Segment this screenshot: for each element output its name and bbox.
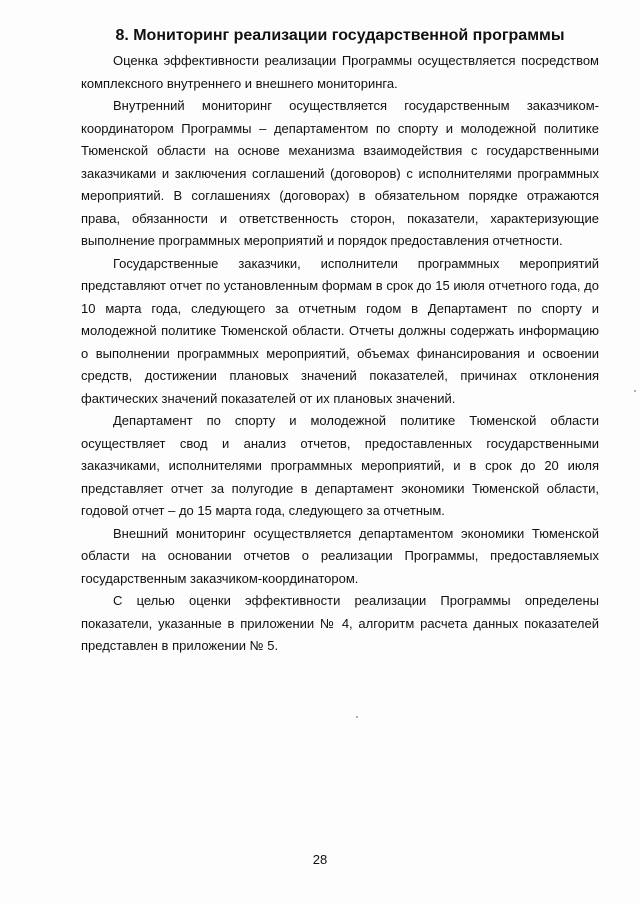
scan-speck <box>356 716 358 718</box>
paragraph-internal-monitoring: Внутренний мониторинг осуществляется государственным заказчиком-координатором Программы – департаментом по спорту и молодежной политике Тюменской области на основе механизма взаимодействия с государственными заказчиками и заключения соглашений (договоров) с исполнителями программных мероприятий. В соглашениях (договорах) в обязательном порядке отражаются права, обязанности и ответственность сторон, показатели, характеризующие выполнение программных мероприятий и порядок предоставления отчетности. <box>81 98 599 248</box>
paragraph-external-monitoring: Внешний мониторинг осуществляется департаментом экономики Тюменской области на основании отчетов о реализации Программы, предоставляемых государственным заказчиком-координатором. <box>81 525 599 586</box>
paragraph-indicators: С целью оценки эффективности реализации Программы определены показатели, указанные в приложении № 4, алгоритм расчета данных показателей представлен в приложении № 5. <box>81 593 599 653</box>
body-text <box>81 50 599 658</box>
section-heading: 8. Мониторинг реализации государственной программы <box>115 27 565 44</box>
paragraph-reporting-deadlines: Государственные заказчики, исполнители программных мероприятий представляют отчет по установленным формам в срок до 15 июля отчетного года, до 10 марта года, следующего за отчетным годом в Департамент по спорту и молодежной политике Тюменской области. Отчеты должны содержать информацию о выполнении программных мероприятий, объемах финансирования и освоении средств, достижении плановых значений показателей, причинах отклонения фактических значений показателей от их плановых значений. <box>81 255 599 406</box>
page-number: 28 <box>312 852 328 867</box>
paragraph-monitoring-overview: Оценка эффективности реализации Программы осуществляется посредством комплексного внутреннего и внешнего мониторинга. <box>81 53 599 91</box>
paragraph-department-analysis: Департамент по спорту и молодежной политике Тюменской области осуществляет свод и анализ отчетов, предоставленных государственными заказчиками, исполнителями программных мероприятий, и в срок до 20 июля представляет отчет за полугодие в департамент экономики Тюменской области, годовой отчет – до 15 марта года, следующего за отчетным. <box>81 413 599 518</box>
scan-speck <box>634 390 636 392</box>
